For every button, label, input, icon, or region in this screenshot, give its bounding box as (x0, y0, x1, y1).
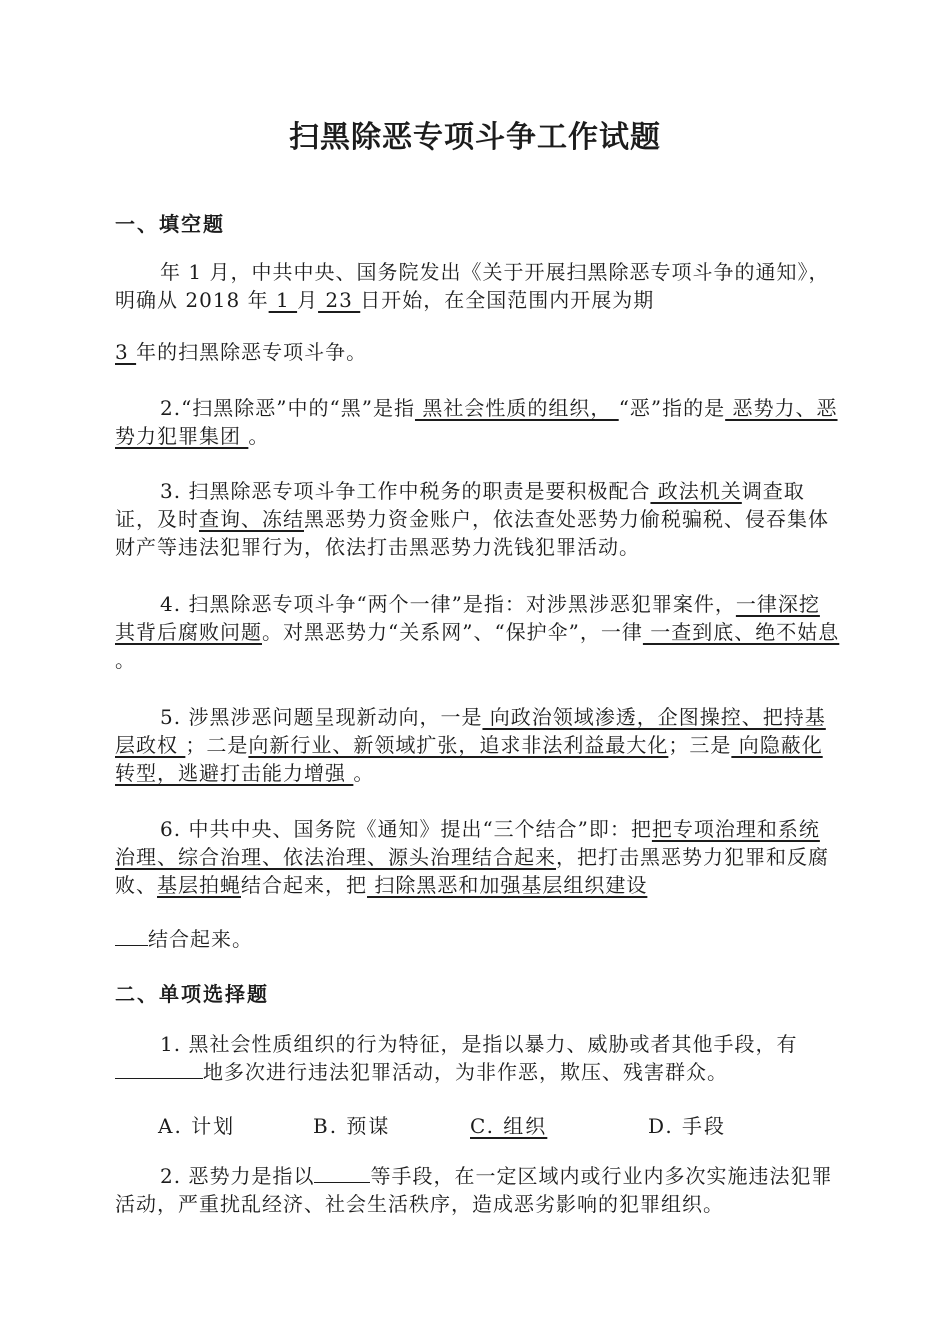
section-heading-single-choice: 二、单项选择题 (115, 982, 269, 1006)
answer-blank: 恶势力、恶势力犯罪集团 (115, 396, 838, 448)
answer-blank: 查询、冻结 (199, 507, 304, 531)
question-2: 2.“扫黑除恶”中的“黑”是指 黑社会性质的组织， “恶”指的是 恶势力、恶势力犯罪集团 。 (115, 396, 838, 448)
answer-blank: 向新行业、新领域扩张，追求非法利益最大化 (248, 733, 669, 757)
answer-blank: 向隐蔽化转型，逃避打击能力增强 (115, 733, 823, 785)
answer-blank: 扫除黑恶和加强基层组织建设 (367, 873, 648, 897)
option-d[interactable]: D. 手段 (648, 1114, 727, 1138)
question-1-continued: 3 年的扫黑除恶专项斗争。 (115, 340, 368, 364)
answer-blank: 1 (268, 288, 298, 312)
option-c-selected[interactable]: C. 组织 (470, 1114, 548, 1138)
option-b[interactable]: B. 预谋 (313, 1114, 391, 1138)
answer-blank: 把专项治理和系统治理、综合治理、依法治理、源头治理结合起来 (115, 817, 820, 869)
question-3: 3. 扫黑除恶专项斗争工作中税务的职责是要积极配合 政法机关调查取证，及时查询、冻结黑恶势力资金账户，依法查处恶势力偷税骗税、侵吞集体财产等违法犯罪行为，依法打击黑恶势力洗钱犯罪活动。 (115, 479, 829, 559)
question-1: 年 1 月，中共中央、国务院发出《关于开展扫黑除恶专项斗争的通知》， 明确从 2018 年 1 月 23 日开始，在全国范围内开展为期 (115, 260, 830, 312)
question-4: 4. 扫黑除恶专项斗争“两个一律”是指：对涉黑涉恶犯罪案件，一律深挖其背后腐败问题。对黑恶势力“关系网”、“保护伞”，一律 一查到底、绝不姑息 。 (115, 592, 840, 672)
option-a[interactable]: A. 计划 (158, 1114, 236, 1138)
question-6-continued: 结合起来。 (115, 925, 840, 953)
page-title: 扫黑除恶专项斗争工作试题 (289, 120, 661, 155)
answer-blank: 一律深挖其背后腐败问题 (115, 592, 820, 644)
answer-blank-line (115, 1058, 203, 1079)
answer-blank: 一查到底、绝不姑息 (642, 620, 840, 644)
choice-question-2: 2. 恶势力是指以 等手段，在一定区域内或行业内多次实施违法犯罪活动，严重扰乱经济、社会生活秩序，造成恶劣影响的犯罪组织。 (115, 1164, 833, 1216)
answer-blank: 23 (318, 288, 361, 312)
answer-blank-line (115, 925, 148, 946)
answer-blank-line (314, 1162, 370, 1183)
answer-blank: 向政治领域渗透，企图操控、把持基层政权 (115, 705, 826, 757)
question-6: 6. 中共中央、国务院《通知》提出“三个结合”即：把把专项治理和系统治理、综合治理、依法治理、源头治理结合起来，把打击黑恶势力犯罪和反腐败、基层拍蝇结合起来，把 扫除黑恶和加强基层组织建设 (115, 817, 829, 897)
answer-blank: 黑社会性质的组织， (414, 396, 619, 420)
choice-question-1: 1. 黑社会性质组织的行为特征，是指以暴力、威胁或者其他手段，有地多次进行违法犯罪活动，为非作恶，欺压、残害群众。 (115, 1030, 840, 1086)
answer-blank: 3 (115, 340, 137, 364)
answer-blank: 政法机关 (650, 479, 742, 503)
question-5: 5. 涉黑涉恶问题呈现新动向，一是 向政治领域渗透，企图操控、把持基层政权 ；二是向新行业、新领域扩张，追求非法利益最大化；三是 向隐蔽化转型，逃避打击能力增强 。 (115, 705, 826, 785)
section-heading-fill-blank: 一、填空题 (115, 212, 225, 236)
answer-blank: 基层拍蝇 (157, 873, 241, 897)
